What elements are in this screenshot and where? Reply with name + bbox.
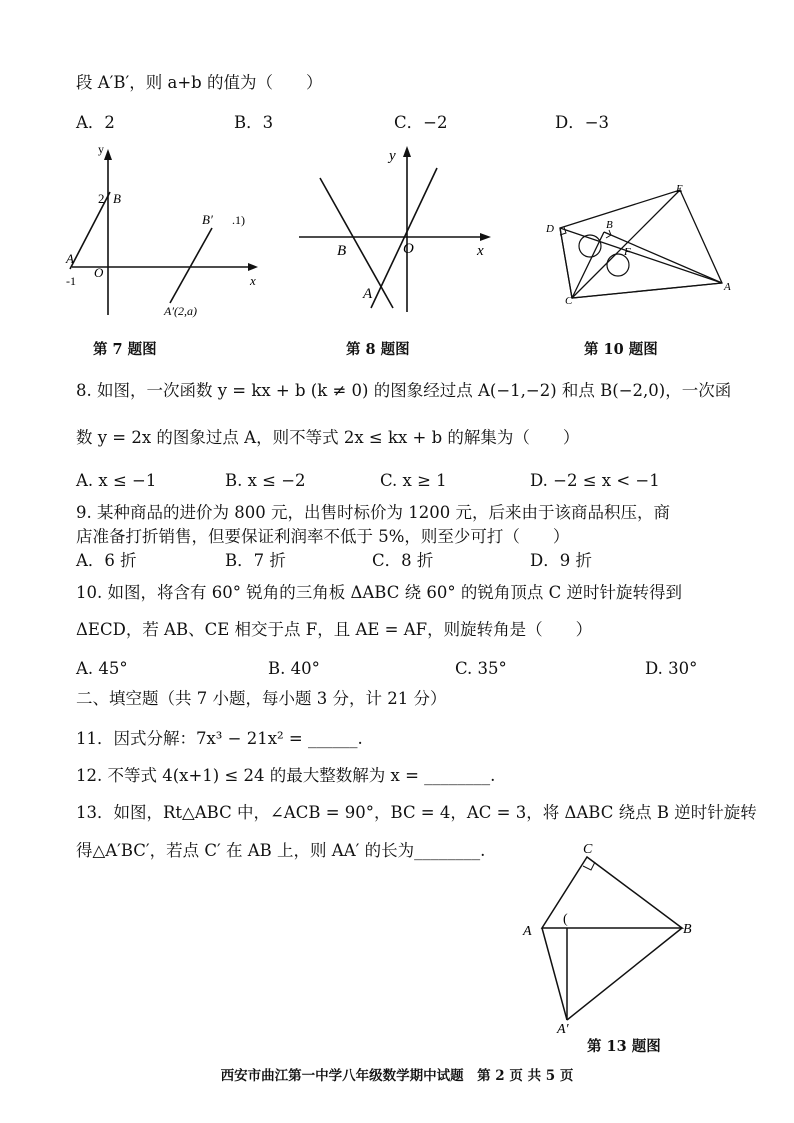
fig13-segment-aap [542,928,567,1020]
fig13-label-cp: ( [563,912,568,927]
fig8-label-a: A [363,286,373,302]
fig10-quad-decoration [560,190,722,298]
fig13-label-c: C [583,842,593,857]
fig7-label-bp: B′ [202,212,213,227]
q13-line1: 13．如图，Rt△ABC 中，∠ACB = 90°，BC = 4，AC = 3，将 ΔABC 绕点 B 逆时针旋转 [76,803,757,822]
q10-option-c: C. 35° [455,659,507,678]
q9-option-d: D．9 折 [530,551,592,570]
q9-line1: 9. 某种商品的进价为 800 元，出售时标价为 1200 元，后来由于该商品积压，商 [76,503,670,522]
fig7-label-o: O [94,265,104,280]
figure-13 [515,835,705,1035]
fig7-label-y: y [98,145,104,156]
fig7-label-x: x [250,273,256,288]
fig7-label-neg1: -1 [66,274,76,288]
q8-option-c: C. x ≥ 1 [380,471,447,490]
fig7-segment-apbp [170,228,212,303]
q7-option-a: A．2 [76,113,115,132]
q10-option-d: D. 30° [645,659,698,678]
q10-line1: 10. 如图，将含有 60° 锐角的三角板 ΔABC 绕 60° 的锐角顶点 C 逆时针旋转得到 [76,583,682,602]
q10-option-a: A. 45° [76,659,128,678]
fig8-label-o: O [403,241,414,257]
fig8-y-arrow [403,146,411,157]
q7-option-d: D．−3 [555,113,610,132]
fig8-caption: 第 8 题图 [346,341,410,358]
figure-10 [540,178,740,306]
fig8-line-kx-b [320,178,393,308]
q10-line2: ΔECD，若 AB、CE 相交于点 F，且 AE = AF，则旋转角是（ ） [76,620,593,639]
q9-option-b: B．7 折 [225,551,286,570]
fig8-line-2x [371,168,437,308]
fig13-caption: 第 13 题图 [587,1038,661,1055]
section-2-title: 二、填空题（共 7 小题，每小题 3 分，计 21 分） [76,689,447,708]
q8-option-b: B. x ≤ −2 [225,471,306,490]
q8-option-a: A. x ≤ −1 [76,471,157,490]
fig10-label-d: D [546,223,554,235]
fig7-y-arrow [104,149,112,160]
fig13-label-a: A [523,924,532,939]
figure-8 [295,140,495,320]
q9-option-c: C．8 折 [372,551,434,570]
fig10-label-f: F [624,246,631,258]
q7-stem-tail: 段 A′B′，则 a+b 的值为（ ） [76,73,323,92]
fig8-label-y: y [389,148,396,164]
fig7-label-2: 2 [98,191,105,206]
q12-text: 12. 不等式 4(x+1) ≤ 24 的最大整数解为 x = ________. [76,766,496,785]
fig7-label-ap: A′(2,a) [164,304,197,318]
fig10-label-a: A [724,281,731,293]
fig10-label-c: C [565,295,573,306]
fig10-label-e: E [676,183,683,195]
fig10-label-b: B [606,219,613,231]
q13-line2: 得△A′BC′，若点 C′ 在 AB 上，则 AA′ 的长为________. [76,841,486,860]
q10-option-b: B. 40° [268,659,320,678]
q8-line1: 8. 如图，一次函数 y = kx + b (k ≠ 0) 的图象经过点 A(−1,−2) 和点 B(−2,0)，一次函 [76,381,732,400]
q11-text: 11．因式分解：7x³ − 21x² = ______. [76,729,363,748]
fig7-caption: 第 7 题图 [93,341,157,358]
fig13-label-ap: A′ [557,1022,569,1035]
fig8-label-x: x [477,243,484,259]
fig13-segment-bap [567,928,682,1020]
page-footer: 西安市曲江第一中学八年级数学期中试题 第 2 页 共 5 页 [220,1068,574,1084]
q9-option-a: A．6 折 [76,551,137,570]
fig8-x-arrow [480,233,491,241]
fig10-segment-ce [572,190,680,298]
fig10-segment-ca [572,283,722,298]
figure-7 [60,145,270,330]
q9-line2: 店准备打折销售，但要保证利润率不低于 5%，则至少可打（ ） [76,527,570,546]
fig7-label-b: B [113,191,121,206]
fig10-segment-bc [572,232,604,298]
fig8-label-b: B [337,243,347,259]
fig7-label-bp-coord: .1) [232,213,245,227]
q8-line2: 数 y = 2x 的图象过点 A，则不等式 2x ≤ kx + b 的解集为（ ） [76,428,580,447]
fig7-x-arrow [248,263,258,271]
fig10-caption: 第 10 题图 [584,341,658,358]
fig13-label-b: B [683,922,692,937]
q7-option-b: B．3 [234,113,274,132]
fig7-label-a: A [66,251,74,266]
q7-option-c: C．−2 [394,113,448,132]
q8-option-d: D. −2 ≤ x < −1 [530,471,660,490]
